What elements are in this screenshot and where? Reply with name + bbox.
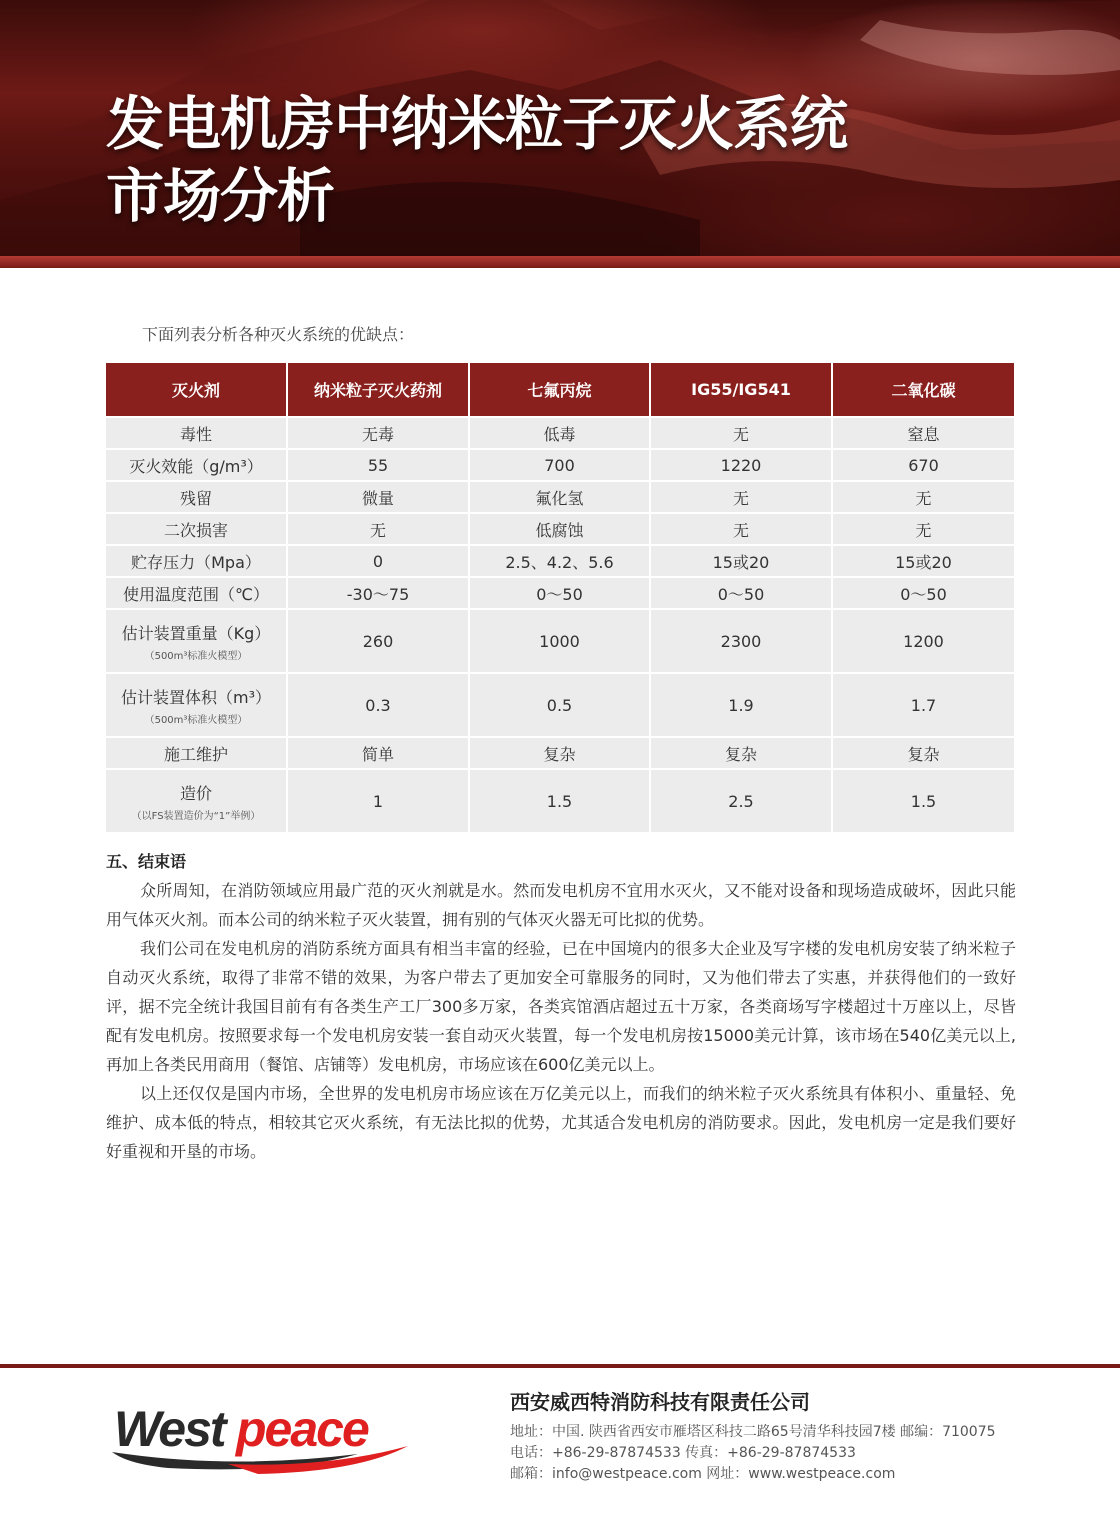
row-label: 残留 (106, 482, 288, 514)
col-header-nano: 纳米粒子灭火药剂 (288, 363, 470, 418)
table-cell: 1220 (651, 450, 833, 482)
row-label: 二次损害 (106, 514, 288, 546)
table-cell: 1.9 (651, 674, 833, 738)
row-note: （500m³标准火模型） (144, 650, 248, 662)
table-row (106, 674, 1014, 738)
table-cell: 微量 (288, 482, 470, 514)
phone-line: 电话：+86-29-87874533 传真：+86-29-87874533 (510, 1445, 856, 1461)
table-cell: 无 (833, 482, 1014, 514)
table-cell: 1200 (833, 610, 1014, 674)
table-row (106, 738, 1014, 770)
paragraph: 众所周知，在消防领域应用最广范的灭火剂就是水。然而发电机房不宜用水灭火，又不能对设备和现场造成破坏，因此只能用气体灭火剂。而本公司的纳米粒子灭火装置，拥有别的气体灭火器无可比拟的优势。 (106, 881, 1016, 929)
table-cell: 1.5 (833, 770, 1014, 834)
address-line: 地址：中国. 陕西省西安市雁塔区科技二路65号清华科技园7楼 邮编：710075 (510, 1424, 996, 1440)
table-cell: 氟化氢 (470, 482, 651, 514)
conclusion-body (106, 876, 1016, 1166)
table-cell: 无 (651, 482, 833, 514)
table-cell: 260 (288, 610, 470, 674)
table-cell: 无毒 (288, 418, 470, 450)
table-cell: 1 (288, 770, 470, 834)
table-row (106, 578, 1014, 610)
company-name: 西安威西特消防科技有限责任公司 (510, 1390, 810, 1414)
table-row (106, 482, 1014, 514)
comparison-table (106, 363, 1014, 834)
table-cell: 2300 (651, 610, 833, 674)
table-cell: 1000 (470, 610, 651, 674)
row-label: 使用温度范围（℃） (106, 578, 288, 610)
table-row (106, 418, 1014, 450)
row-note: （500m³标准火模型） (144, 714, 248, 726)
table-cell: -30～75 (288, 578, 470, 610)
logo-text-dark: West (114, 1401, 225, 1457)
row-label: 贮存压力（Mpa） (106, 546, 288, 578)
table-cell: 窒息 (833, 418, 1014, 450)
table-cell: 无 (651, 514, 833, 546)
row-label: 施工维护 (106, 738, 288, 770)
table-cell: 复杂 (651, 738, 833, 770)
table-cell: 低毒 (470, 418, 651, 450)
table-row (106, 546, 1014, 578)
row-label: 灭火效能（g/m³） (106, 450, 288, 482)
header-banner (0, 0, 1120, 268)
table-cell: 无 (833, 514, 1014, 546)
table-cell: 15或20 (833, 546, 1014, 578)
row-note: （以FS装置造价为“1”举例） (131, 810, 261, 822)
table-cell: 复杂 (833, 738, 1014, 770)
table-cell: 0 (288, 546, 470, 578)
footer-divider (0, 1364, 1120, 1368)
table-cell: 1.7 (833, 674, 1014, 738)
contact-info (510, 1422, 996, 1485)
email-line: 邮箱：info@westpeace.com 网址：www.westpeace.com (510, 1466, 896, 1482)
page-title (106, 88, 847, 232)
col-header-hfc227: 七氟丙烷 (470, 363, 651, 418)
title-line-2: 市场分析 (106, 162, 335, 230)
paragraph: 以上还仅仅是国内市场，全世界的发电机房市场应该在万亿美元以上，而我们的纳米粒子灭火系统具有体积小、重量轻、免维护、成本低的特点，相较其它灭火系统，有无法比拟的优势，尤其适合发电机房的消防要求。因此，发电机房一定是我们要好好重视和开垦的市场。 (106, 1084, 1016, 1161)
table-row (106, 610, 1014, 674)
westpeace-logo (108, 1388, 428, 1484)
table-row (106, 770, 1014, 834)
table-cell: 0～50 (833, 578, 1014, 610)
logo-text-red: peace (236, 1401, 368, 1457)
table-header-row (106, 363, 1014, 418)
row-label: 造价 （以FS装置造价为“1”举例） (106, 770, 288, 834)
banner-stripe (0, 256, 1120, 268)
table-cell: 2.5、4.2、5.6 (470, 546, 651, 578)
table-cell: 复杂 (470, 738, 651, 770)
table-cell: 0.5 (470, 674, 651, 738)
table-row (106, 450, 1014, 482)
table-cell: 700 (470, 450, 651, 482)
table-cell: 15或20 (651, 546, 833, 578)
table-cell: 简单 (288, 738, 470, 770)
table-cell: 670 (833, 450, 1014, 482)
table-cell: 无 (288, 514, 470, 546)
table-cell: 无 (651, 418, 833, 450)
row-label: 估计装置重量（Kg） （500m³标准火模型） (106, 610, 288, 674)
row-label: 估计装置体积（m³） （500m³标准火模型） (106, 674, 288, 738)
table-cell: 低腐蚀 (470, 514, 651, 546)
table-cell: 0.3 (288, 674, 470, 738)
table-cell: 1.5 (470, 770, 651, 834)
table-cell: 0～50 (651, 578, 833, 610)
paragraph: 我们公司在发电机房的消防系统方面具有相当丰富的经验，已在中国境内的很多大企业及写字楼的发电机房安装了纳米粒子自动灭火系统，取得了非常不错的效果，为客户带去了更加安全可靠服务的同时，又为他们带去了实惠，并获得他们的一致好评，据不完全统计我国目前有有各类生产工厂300多万家，各类宾馆酒店超过五十万家，各类商场写字楼超过十万座以上，尽皆配有发电机房。按照要求每一个发电机房安装一套自动灭火装置，每一个发电机房按15000美元计算，该市场在540亿美元以上,再加上各类民用商用（餐馆、店铺等）发电机房，市场应该在600亿美元以上。 (106, 939, 1016, 1074)
table-cell: 2.5 (651, 770, 833, 834)
section-heading: 五、结束语 (106, 852, 187, 871)
col-header-co2: 二氧化碳 (833, 363, 1014, 418)
row-label: 毒性 (106, 418, 288, 450)
table-intro: 下面列表分析各种灭火系统的优缺点： (142, 325, 415, 344)
table-cell: 55 (288, 450, 470, 482)
table-cell: 0～50 (470, 578, 651, 610)
col-header-agent: 灭火剂 (106, 363, 288, 418)
title-line-1: 发电机房中纳米粒子灭火系统 (106, 90, 848, 158)
table-row (106, 514, 1014, 546)
col-header-ig55: IG55/IG541 (651, 363, 833, 418)
